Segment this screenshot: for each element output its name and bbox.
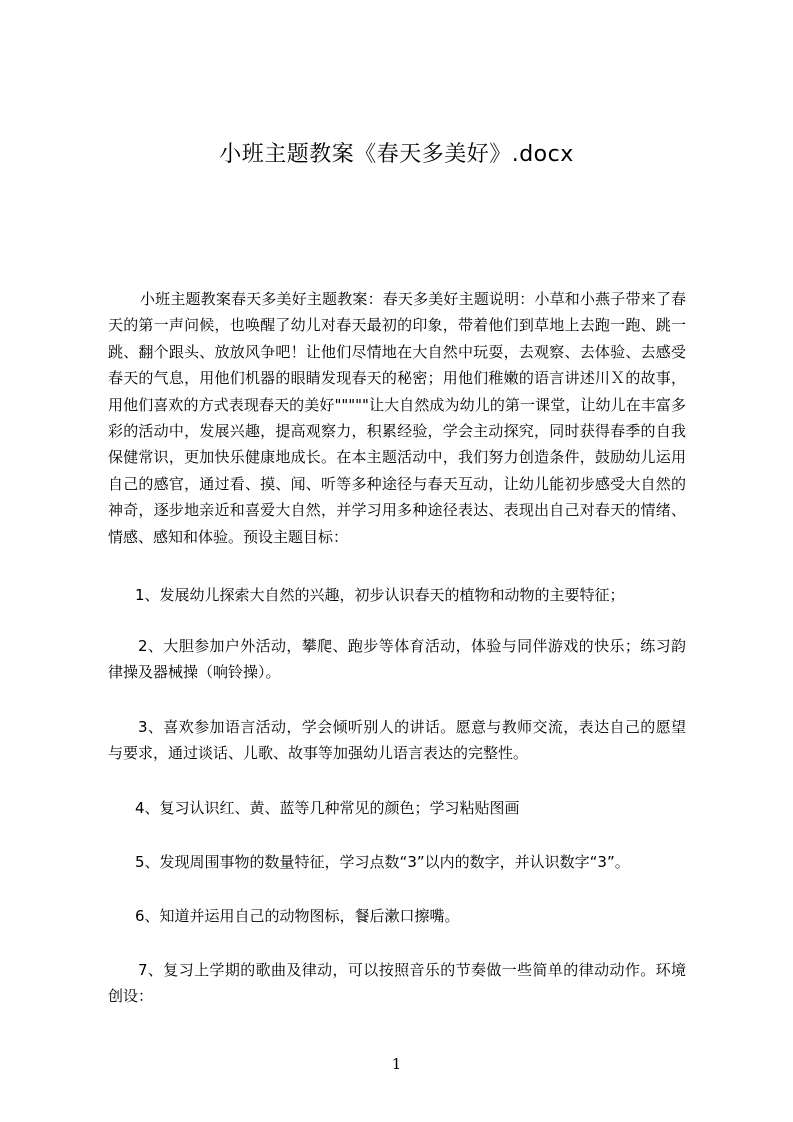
goal-item-7: 7、复习上学期的歌曲及律动，可以按照音乐的节奏做一些简单的律动动作。环境创设： — [108, 961, 686, 1005]
goal-item-1: 1、发展幼儿探索大自然的兴趣，初步认识春天的植物和动物的主要特征； — [135, 586, 625, 604]
goal-item-6: 6、知道并运用自己的动物图标，餐后漱口擦嘴。 — [135, 907, 460, 925]
page-number: 1 — [391, 1055, 402, 1073]
document-title: 小班主题教案《春天多美好》.docx — [219, 142, 574, 167]
goal-item-5: 5、发现周围事物的数量特征，学习点数“3”以内的数字，并认识数字“3”。 — [135, 853, 630, 871]
goal-item-3: 3、喜欢参加语言活动，学会倾听别人的讲话。愿意与教师交流，表达自己的愿望与要求，通过谈话、儿歌、故事等加强幼儿语言表达的完整性。 — [108, 718, 686, 762]
goal-item-2: 2、大胆参加户外活动，攀爬、跑步等体育活动，体验与同伴游戏的快乐；练习韵律操及器械操（响铃操）。 — [108, 637, 686, 681]
intro-paragraph: 小班主题教案春天多美好主题教案：春天多美好主题说明：小草和小燕子带来了春天的第一声问候，也唤醒了幼儿对春天最初的印象，带着他们到草地上去跑一跑、跳一跳、翻个跟头、放放风争吧！让他们尽情地在大自然中玩耍，去观察、去体验、去感受春天的气息，用他们机器的眼睛发现春天的秘密；用他们稚嫩的语言讲述川Ｘ的故事，用他们喜欢的方式表现春天的美好"""""让大自然成为幼儿的第一课堂，让幼儿在丰富多彩的活动中，发展兴趣，提高观察力，积累经验，学会主动探究，同时获得春季的自我保健常识，更加快乐健康地成长。在本主题活动中，我们努力创造条件，鼓励幼儿运用自己的感官，通过看、摸、闻、听等多种途径与春天互动，让幼儿能初步感受大自然的神奇，逐步地亲近和喜爱大自然，并学习用多种途径表达、表现出自己对春天的情绪、情感、感知和体验。预设主题目标： — [108, 290, 686, 546]
goal-item-4: 4、复习认识红、黄、蓝等几种常见的颜色；学习粘贴图画 — [135, 799, 520, 817]
